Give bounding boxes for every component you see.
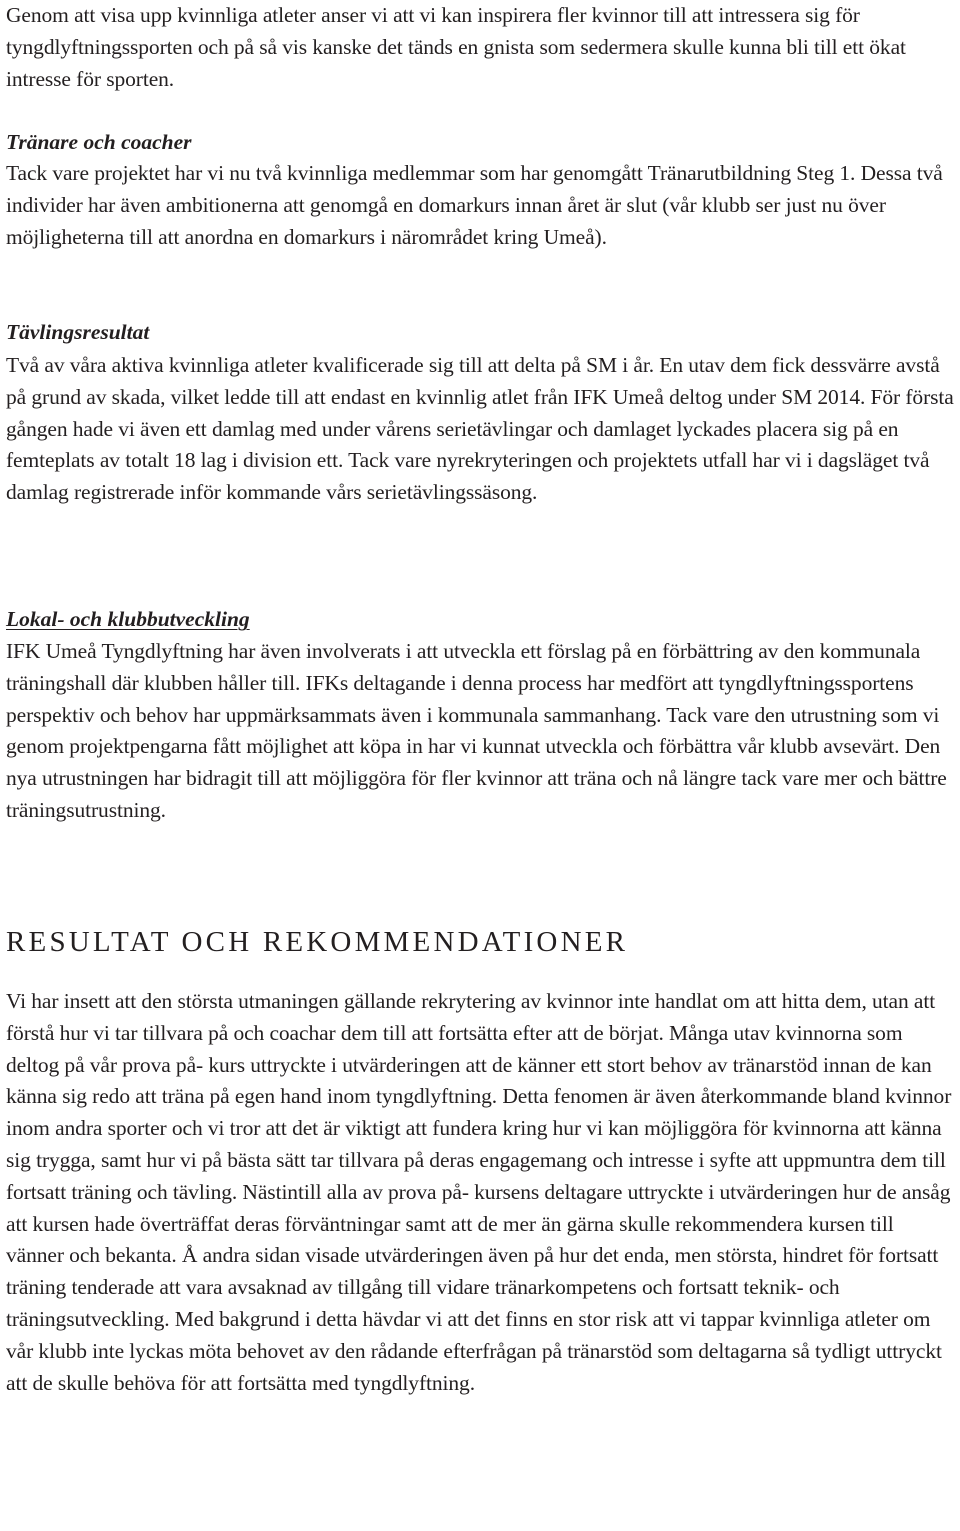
competition-results-paragraph: Två av våra aktiva kvinnliga atleter kvalificerade sig till att delta på SM i år. En utav dem fick dessvärre avstå på grund av skada, vilket ledde till att endast en kvinnlig atlet från IFK Umeå deltog under SM 2014. För första gången hade vi även ett damlag med under vårens serietävlingar och damlaget lyckades placera sig på en femteplats av totalt 18 lag i division ett. Tack vare nyrekryteringen och projektets utfall har vi i dagsläget två damlag registrerade inför kommande vårs serietävlingssäsong.: [6, 353, 954, 505]
results-section-paragraph: Vi har insett att den största utmaningen gällande rekrytering av kvinnor inte handlat om att hitta dem, utan att förstå hur vi tar tillvara på och coachar dem till att fortsätta efter att de börjat. Många utav kvinnorna som deltog på vår prova på- kurs uttryckte i utvärderingen att de känner ett stort behov av tränarstöd innan de kan känna sig redo att träna på egen hand inom tyngdlyftning. Detta fenomen är även återkommande bland kvinnor inom andra sporter och vi tror att det är viktigt att fundera kring hur vi kan möjliggöra för kvinnorna att känna sig trygga, samt hur vi på bästa sätt tar tillvara på deras engagemang och intresse i syfte att uppmuntra dem till fortsatt träning och tävling. Nästintill alla av prova på- kursens deltagare uttryckte i utvärderingen hur de ansåg att kursen hade överträffat deras förväntningar samt att de mer än gärna skulle rekommendera kursen till vänner och bekanta. Å andra sidan visade utvärderingen även på hur det enda, men största, hindret för fortsatt träning tenderade att vara avsaknad av tillgång till vidare tränarkompetens och fortsatt teknik- och träningsutveckling. Med bakgrund i detta hävdar vi att det finns en stor risk att vi tappar kvinnliga atleter om vår klubb inte lyckas möta behovet av den rådande efterfrågan på tränarstöd som deltagarna så tydligt uttryckt att de skulle behöva för att fortsätta med tyngdlyftning.: [6, 989, 952, 1395]
local-development-paragraph: IFK Umeå Tyngdlyftning har även involverats i att utveckla ett förslag på en förbättring av den kommunala träningshall där klubben håller till. IFKs deltagande i denna process har medfört att tyngdlyftningssportens perspektiv och behov har uppmärksammats även i kommunala sammanhang. Tack vare den utrustning som vi genom projektpengarna fått möjlighet att köpa in har vi kunnat utveckla och förbättra vår klubb avsevärt. Den nya utrustningen har bidragit till att möjliggöra för fler kvinnor att träna och nå längre tack vare mer och bättre träningsutrustning.: [6, 639, 947, 822]
local-development-heading: Lokal- och klubbutveckling: [6, 607, 250, 631]
results-section-heading: RESULTAT OCH REKOMMENDATIONER: [6, 926, 629, 958]
coaches-paragraph: Tack vare projektet har vi nu två kvinnliga medlemmar som har genomgått Tränarutbildning Steg 1. Dessa två individer har även ambitionerna att genomgå en domarkurs innan året är slut (vår klubb ser just nu över möjligheterna till att anordna en domarkurs i närområdet kring Umeå).: [6, 161, 943, 249]
coaches-heading: Tränare och coacher: [6, 130, 192, 154]
intro-paragraph: Genom att visa upp kvinnliga atleter anser vi att vi kan inspirera fler kvinnor till att intressera sig för tyngdlyftningssporten och på så vis kanske det tänds en gnista som sedermera skulle kunna bli till ett ökat intresse för sporten.: [6, 3, 906, 91]
competition-results-heading: Tävlingsresultat: [6, 320, 150, 344]
